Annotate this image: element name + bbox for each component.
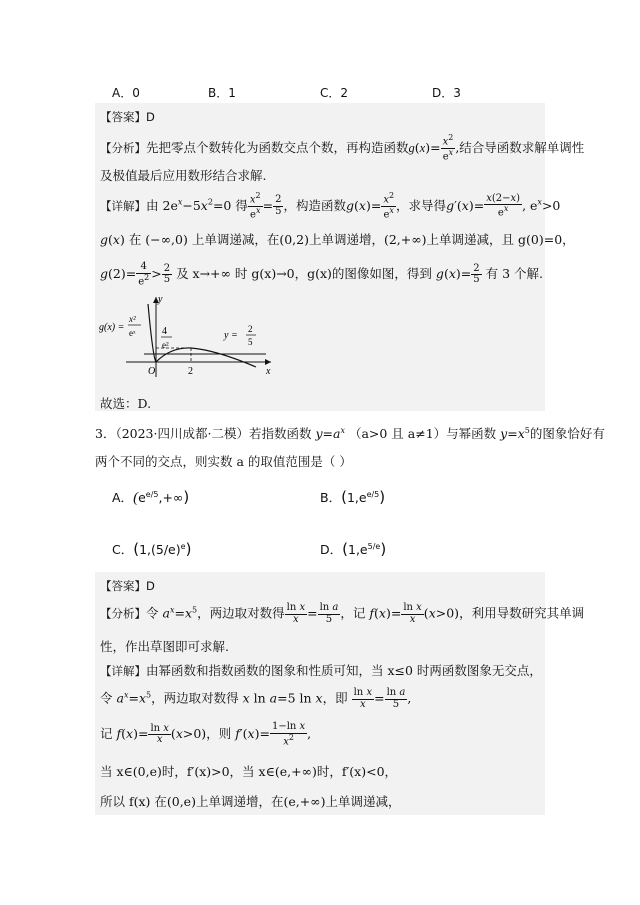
q3-stem1c: 的图象恰好有 [529,426,605,441]
graph-label-x: x [266,366,271,377]
q2-detail-l1a: 由 [146,197,159,213]
q3-analysis-line2: 性，作出草图即可求解. [100,639,229,654]
q3-analysis-l1c: ，记 [340,605,366,621]
q2-analysis-tag: 【分析】 [100,140,146,155]
q3-analysis-l1b: ，两边取对数得 [197,605,285,621]
q2-detail-line1: 【详解】由 $2e^x-5x^2=0$ 得 $\frac{x^2}{e^x}$ = $\frac{2}{5}$ ，构造函数g(x)= $\frac{x^2}{e^x}$ ，求导得g′(x)= $\frac{x(2-x)}{e^x}$ , $e^x>0$ [100,191,561,221]
q3-detail-line5: 所以 f(x) 在(0,e)上单调递增，在(e,+∞)上单调递减， [100,794,401,809]
q3-opt-d-label: D． [320,542,343,557]
q3-detail-l2c: ，即 [322,690,348,706]
q2-analysis-line1: 【分析】先把零点个数转化为函数交点个数，再构造函数g(x)= $\frac{x^2}{e^x}$ ,结合导函数求解单调性 [100,133,585,163]
q3-detail-line1 [100,661,542,679]
q3-analysis-l1d: ，利用导数研究其单调 [459,605,585,621]
q3-opt-a-label: A． [112,490,134,505]
q3-analysis-line1: 【分析】令 $a^x=x^5$，两边取对数得 $\frac{\text{ln x}}{x}$ = $\frac{\text{ln a}}{5}$ ，记 f(x)= $\frac{\text{ln x}}{x}$ (x>0)，利用导数研究其单调 [100,602,585,625]
graph-label-y: y [158,294,163,305]
graph-label-2: 2 [188,366,193,377]
q3-option-d: D．$(1,e^{5/e})$ [320,540,387,558]
q3-stem-line2: 两个不同的交点，则实数 a 的取值范围是（ ） [95,454,352,469]
q3-detail-l3a: 记 [100,726,113,742]
graph-label-g: g(x) = [99,322,125,333]
q3-detail-line3: 记 f(x)= $\frac{\text{ln x}}{x}$ (x>0)，则 f′(x)= $\frac{\text{1−ln x}}{x^2}$ , [100,721,312,747]
graph-label-4: 4 [162,326,167,337]
q2-option-b: B．1 [208,86,236,100]
q2-detail-l2: 上单调递减，在(0,2)上单调递增，(2,+∞)上单调递减，且 g(0)=0， [191,232,575,247]
q2-detail-line2: g(x) 在 (−∞,0) 上单调递减，在(0,2)上单调递增，(2,+∞)上单调递减，且 g(0)=0， [100,232,575,247]
q2-conclusion: 故选：D. [100,396,152,411]
q2-option-a: A．0 [112,86,140,100]
q3-answer-tag: 【答案】D [100,579,155,593]
q2-detail-l1b: 得 [235,197,248,213]
graph-label-den: eˣ [129,328,136,338]
graph-label-num: x² [129,314,136,324]
q2-detail-l1d: ，求导得 [396,197,447,213]
q3-analysis-tag: 【分析】 [100,606,146,621]
q2-option-d: D．3 [432,86,461,100]
q3-detail-line4: 当 x∈(0,e)时，f′(x)>0，当 x∈(e,+∞)时，f′(x)<0， [100,764,398,779]
q3-opt-c-label: C． [112,542,134,557]
svg-text:2: 2 [248,324,253,334]
q3-detail-l2a: 令 [100,690,113,706]
q2-analysis-text: 先把零点个数转化为函数交点个数，再构造函数 [146,139,409,155]
graph-label-line: y = [224,330,238,341]
q3-detail-tag: 【详解】 [100,664,146,678]
q3-detail-l3b: ，则 [206,726,232,742]
q3-detail-l1: 由幂函数和指数函数的图象和性质可知，当 x≤0 时两函数图象无交点， [146,663,542,678]
q3-stem-line1: 3．（2023·四川成都·二模）若指数函数 $y=a^x$ （a>0 且 a≠1）与幂函数 $y=x^5$的图象恰好有 [95,425,605,441]
q2-function-graph [96,292,286,382]
q3-opt-b-label: B． [320,490,342,505]
graph-label-o: O [148,366,156,377]
q2-answer-tag: 【答案】D [100,110,155,124]
q3-analysis-l1a: 令 [146,605,159,621]
x-axis-arrow [265,359,271,365]
q3-option-c: C．$(1,(5/e)^e)$ [112,540,192,558]
q3-option-b: B．$(1,e^{e/5})$ [320,488,386,506]
q2-detail-tag: 【详解】 [100,198,146,213]
q2-detail-line3: g(2)= $\frac{4}{e^2}$ > $\frac{2}{5}$ 及 x→+∞ 时 g(x)→0，g(x)的图像如图，得到 g(x)= $\frac{2}{5}$ 有 3 个解. [100,261,543,287]
q3-detail-line2: 令 $a^x=x^5$，两边取对数得 x ln a=5 ln x，即 $\frac{\text{ln x}}{x}$ = $\frac{\text{ln a}}{5}$ , [100,687,412,710]
q3-stem1b: （a>0 且 a≠1）与幂函数 [348,426,497,441]
svg-text:5: 5 [248,337,253,347]
q2-detail-l3a: 及 x→+∞ 时 g(x)→0，g(x)的图像如图，得到 [176,266,432,282]
q2-detail-l3b: 有 3 个解. [485,266,543,282]
q3-option-a: A．$(e^{e/5},+\infty)$ [112,488,190,506]
q2-analysis-text2: 结合导函数求解单调性 [459,139,585,155]
q3-stem1: 3．（2023·四川成都·二模）若指数函数 [95,426,312,441]
q2-option-c: C．2 [320,86,349,100]
q3-detail-l2b: ，两边取对数得 [151,690,239,706]
svg-text:e²: e² [162,340,169,350]
q2-analysis-line2: 及极值最后应用数形结合求解. [100,168,267,183]
q2-detail-l1c: ，构造函数 [283,197,346,213]
